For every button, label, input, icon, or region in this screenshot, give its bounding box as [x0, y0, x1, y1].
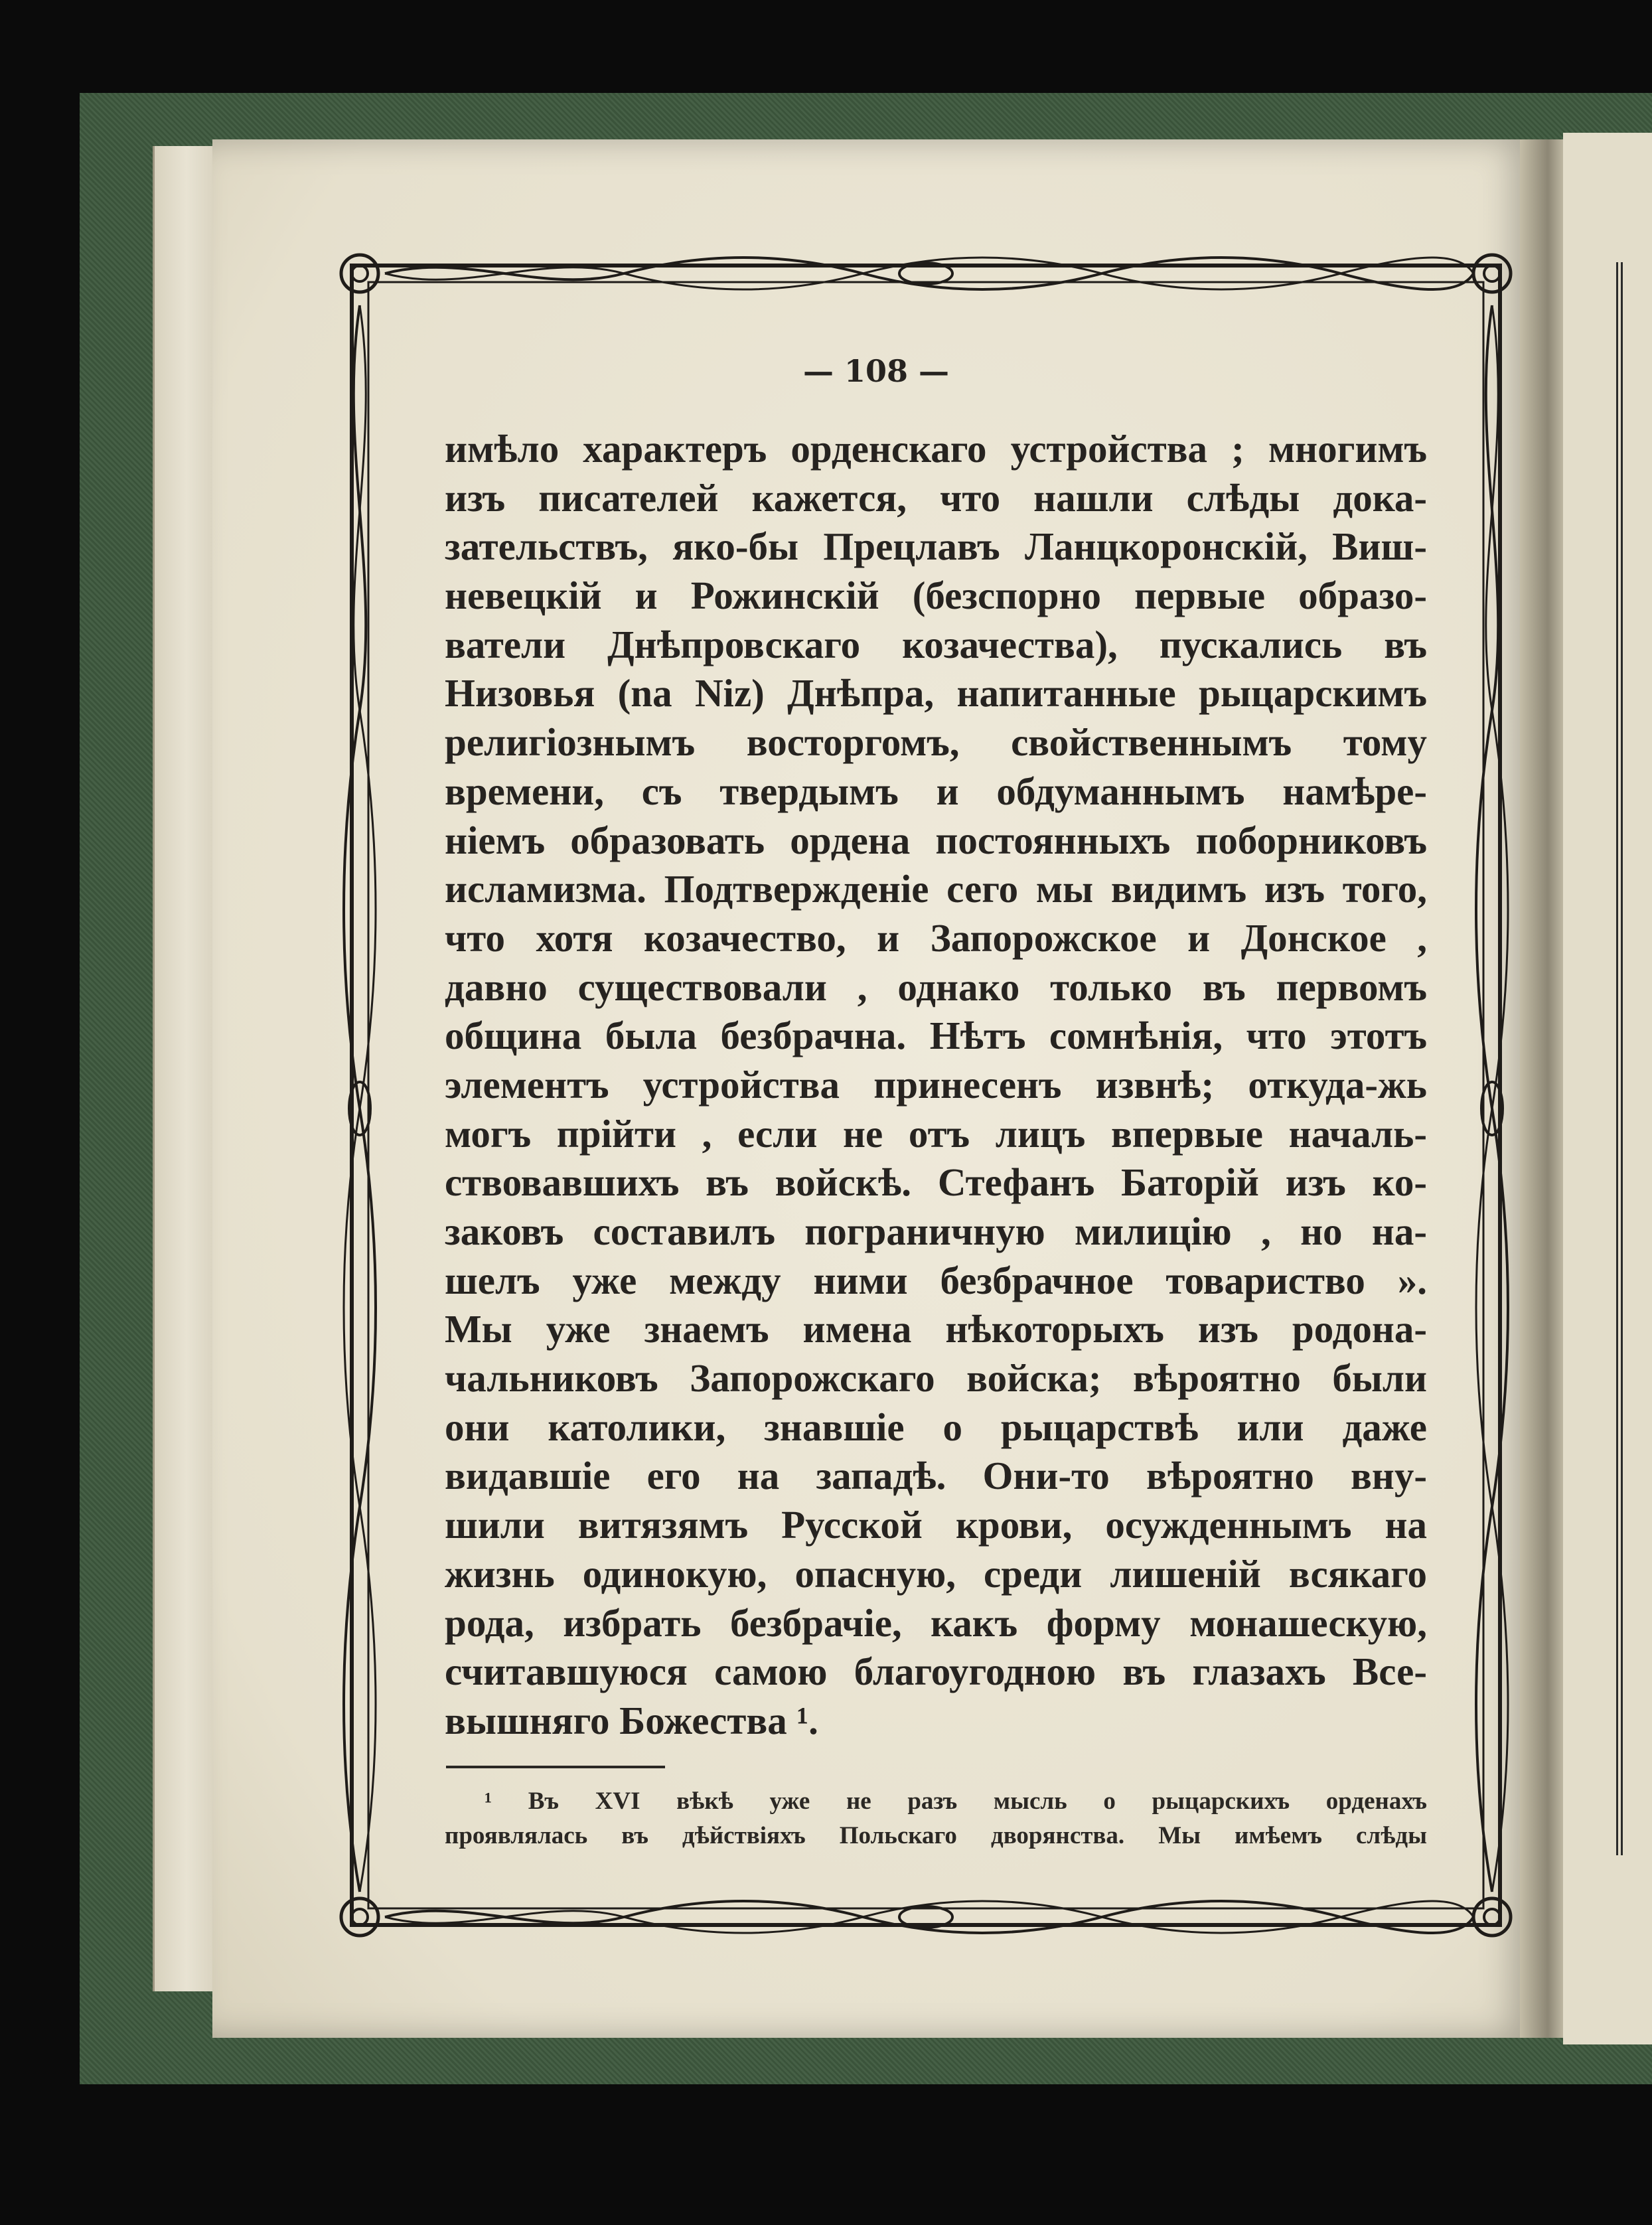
text-line: Мы уже знаемъ имена нѣкоторыхъ изъ родона- [445, 1307, 1427, 1351]
text-line: невецкій и Рожинскій (безспорно первые образо- [445, 574, 1427, 618]
text-line: ствовавшихъ въ войскѣ. Стефанъ Баторій изъ ко- [445, 1160, 1427, 1205]
text-line: Низовья (na Niz) Днѣпра, напитанные рыцарскимъ [445, 671, 1427, 716]
text-line: заковъ составилъ пограничную милицію , но на- [445, 1209, 1427, 1253]
text-line: считавшуюся самою благоугодною въ глазахъ Все- [445, 1650, 1427, 1694]
text-line: зательствъ, яко-бы Прецлавъ Ланцкоронскій, Виш- [445, 524, 1427, 569]
text-line: религіознымъ восторгомъ, свойственнымъ тому [445, 720, 1427, 765]
text-line: ватели Днѣпровскаго козачества), пускались въ [445, 622, 1427, 666]
text-line: элементъ устройства принесенъ извнѣ; откуда-жь [445, 1062, 1427, 1107]
text-line: шелъ уже между ними безбрачное товариство ». [445, 1258, 1427, 1302]
footnote-line: ¹ Въ XVI вѣкѣ уже не разъ мысль о рыцарскихъ орденахъ [485, 1788, 1427, 1815]
footnote-divider [446, 1766, 665, 1768]
text-line: имѣло характеръ орденскаго устройства ; многимъ [445, 427, 1427, 471]
text-line: шили витязямъ Русской крови, осужденнымъ на [445, 1503, 1427, 1547]
text-line: рода, избрать безбрачіе, какъ форму монашескую, [445, 1600, 1427, 1645]
book-gutter [1520, 139, 1566, 2038]
text-line: вышняго Божества ¹. [445, 1698, 818, 1742]
text-line: времени, съ твердымъ и обдуманнымъ намѣре- [445, 769, 1427, 813]
text-line: община была безбрачна. Нѣтъ сомнѣнія, что этотъ [445, 1014, 1427, 1058]
text-line: жизнь одинокую, опасную, среди лишеній всякаго [445, 1551, 1427, 1596]
body-text [445, 425, 1427, 1746]
facing-page-border [1616, 262, 1643, 1855]
page-number: — 108 — [802, 353, 950, 389]
text-line: чальниковъ Запорожскаго войска; вѣроятно были [445, 1356, 1427, 1401]
text-line: видавшіе его на западѣ. Они-то вѣроятно вну- [445, 1454, 1427, 1498]
text-line: давно существовали , однако только въ первомъ [445, 964, 1427, 1009]
text-line: они католики, знавшіе о рыцарствѣ или даже [445, 1405, 1427, 1449]
text-line: исламизма. Подтвержденіе сего мы видимъ изъ того, [445, 867, 1427, 911]
text-line: изъ писателей кажется, что нашли слѣды дока- [445, 475, 1427, 520]
text-line: могъ прійти , если не отъ лицъ впервые началь- [445, 1111, 1427, 1156]
text-line: ніемъ образовать ордена постоянныхъ поборниковъ [445, 818, 1427, 862]
footnote [445, 1784, 1427, 1853]
text-line: что хотя козачество, и Запорожское и Донское , [445, 915, 1427, 960]
footnote-line: проявлялась въ дѣйствіяхъ Польскаго дворянства. Мы имѣемъ слѣды [445, 1822, 1427, 1849]
